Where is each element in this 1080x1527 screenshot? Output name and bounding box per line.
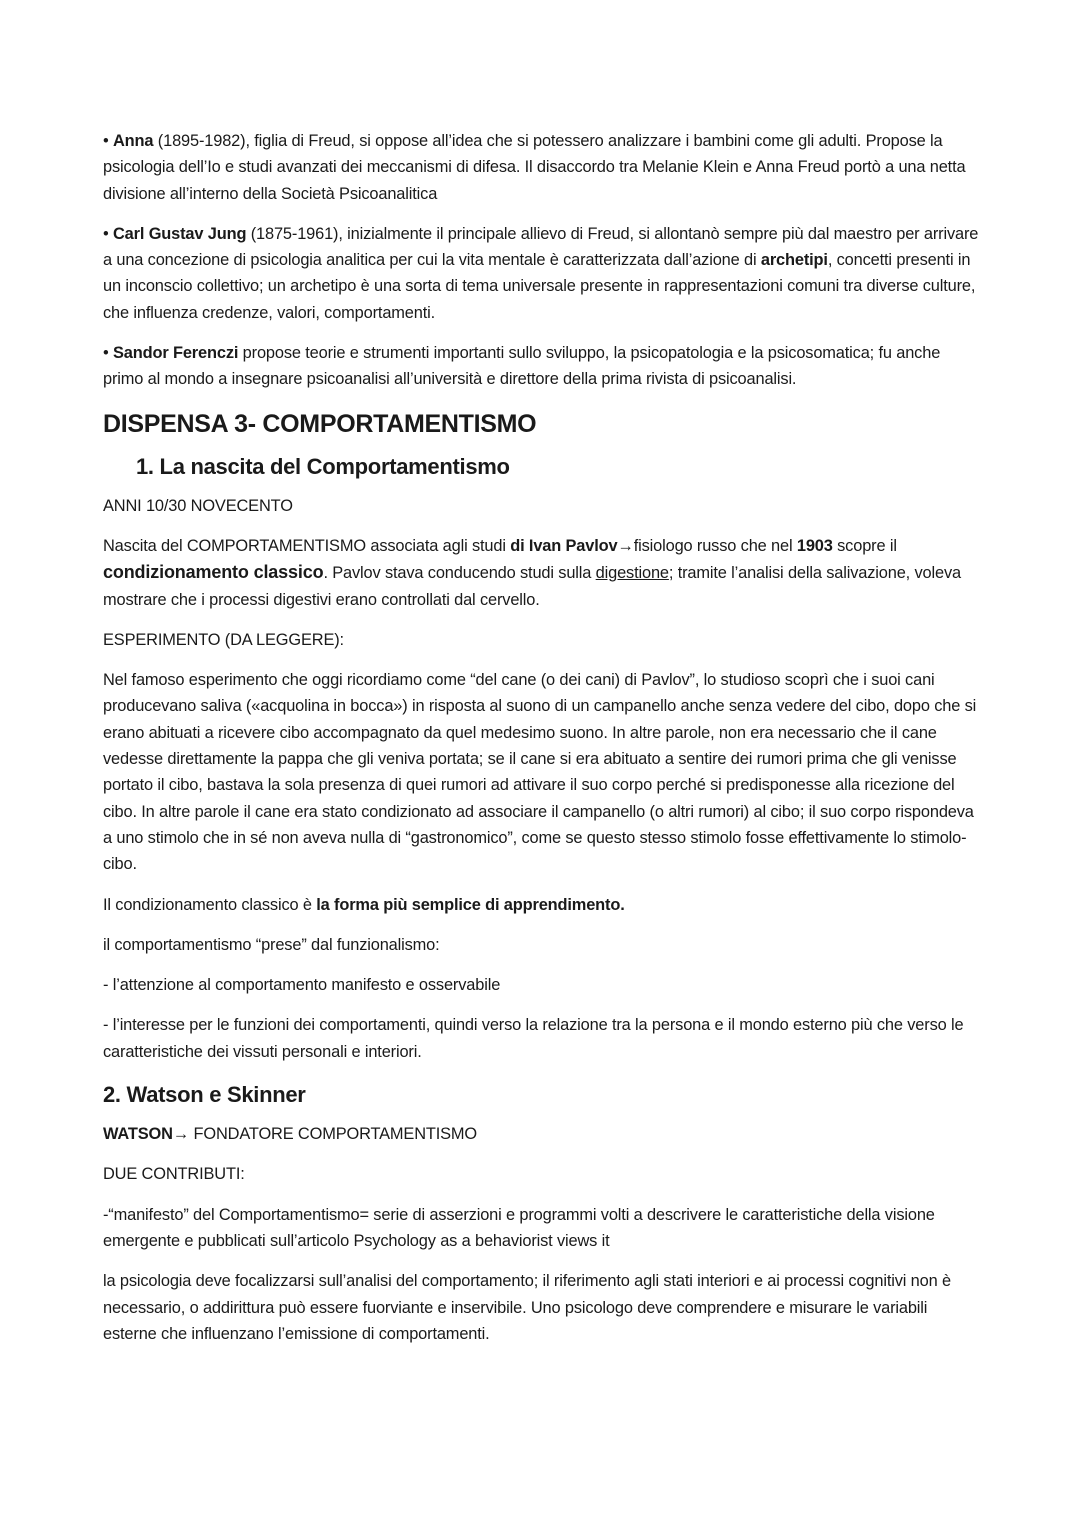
- period-label: ANNI 10/30 NOVECENTO: [103, 496, 293, 515]
- watson-line: [103, 1121, 983, 1147]
- text-run: fisiologo russo che nel: [633, 536, 797, 555]
- bullet-icon: •: [103, 344, 109, 363]
- manifesto-paragraph: -“manifesto” del Comportamentismo= serie di asserzioni e programmi volti a descrivere le caratteristiche della visione emergente e pubblicati sull’articolo Psychology as a behaviorist views it: [103, 1205, 935, 1250]
- bullet-ferenczi: [103, 340, 983, 393]
- text-run: scopre il: [832, 536, 897, 555]
- bold-run: condizionamento classico: [103, 562, 324, 583]
- bullet-name: Sandor Ferenczi: [113, 344, 239, 363]
- took-from-paragraph: il comportamentismo “prese” dal funzionalismo:: [103, 935, 440, 954]
- bullet-text: propose teorie e strumenti importanti sullo sviluppo, la psicopatologia e la psicosomatica; fu anche primo al mondo a insegnare psicoanalisi all’università e direttore della prima rivista di psicoanalisi.: [103, 344, 941, 389]
- bold-term: archetipi: [760, 251, 828, 270]
- section-1-heading: 1. La nascita del Comportamentismo: [136, 453, 510, 479]
- arrow-right-icon: →: [172, 1125, 190, 1144]
- dispensa-title: DISPENSA 3- COMPORTAMENTISMO: [103, 409, 537, 438]
- list-item: - l’interesse per le funzioni dei comportamenti, quindi verso la relazione tra la persona e il mondo esterno più che verso le caratteristiche dei vissuti personali e interiori.: [103, 1016, 964, 1061]
- bullet-text: (1895-1982), figlia di Freud, si oppose all’idea che si potessero analizzare i bambini come gli adulti. Propose la psicologia dell’Io e studi avanzati dei meccanismi di difesa. Il disaccordo tra Melanie Klein e Anna Freud portò a una netta divisione all’interno della Società Psicoanalitica: [103, 132, 966, 203]
- bold-run: la forma più semplice di apprendimento.: [316, 895, 625, 914]
- text-run: Nascita del COMPORTAMENTISMO associata agli studi: [103, 536, 511, 555]
- bold-run: di Ivan Pavlov: [510, 536, 618, 555]
- bullet-name: Carl Gustav Jung: [113, 224, 247, 243]
- bullet-name: Anna: [113, 132, 154, 150]
- bold-run: WATSON: [103, 1125, 173, 1144]
- document-page: [103, 128, 983, 1361]
- text-run: . Pavlov stava conducendo studi sulla: [323, 564, 596, 583]
- text-run: Il condizionamento classico è: [103, 895, 317, 914]
- section-2-heading: 2. Watson e Skinner: [103, 1082, 306, 1108]
- list-item: - l’attenzione al comportamento manifesto e osservabile: [103, 976, 501, 995]
- pavlov-paragraph: [103, 533, 983, 613]
- contributions-label: DUE CONTRIBUTI:: [103, 1165, 245, 1184]
- underlined-run: digestione: [595, 564, 669, 583]
- bold-run: 1903: [796, 536, 833, 555]
- bullet-text: (1875-1961), inizialmente il principale allievo di Freud, si allontanò sempre più dal maestro per arrivare a una concezione di psicologia analitica per cui la vita mentale è caratterizzata dall’azione di: [103, 224, 979, 270]
- bullet-anna: [103, 128, 983, 207]
- text-run: FONDATORE COMPORTAMENTISMO: [189, 1125, 478, 1144]
- bullet-icon: •: [103, 132, 109, 150]
- classic-conditioning-paragraph: [103, 892, 983, 918]
- arrow-right-icon: →: [617, 536, 634, 555]
- bullet-jung: [103, 221, 983, 326]
- experiment-paragraph: Nel famoso esperimento che oggi ricordiamo come “del cane (o dei cani) di Pavlov”, lo studioso scoprì che i suoi cani producevano saliva («acquolina in bocca») in risposta al suono di un campanello anche senza vedere del cibo, dopo che si erano abituati a ricevere cibo accompagnato da quel medesimo suono. In altre parole, non era necessario che il cane vedesse direttamente la pappa che gli veniva portata; se il cane si era abituato a sentire dei rumori prima che gli venisse portato il cibo, bastava la sola presenza di quei rumori ad attivare il suo corpo perché si predisponesse alla ricezione del cibo. In altre parole il cane era stato condizionato ad associare il campanello (o altri rumori) al cibo; il suo corpo rispondeva a uno stimolo che in sé non aveva nulla di “gastronomico”, come se questo stesso stimolo fosse effettivamente lo stimolo-cibo.: [103, 671, 977, 874]
- text-run: ; tramite l’analisi della salivazione, voleva mostrare che i processi digestivi erano controllati dal cervello.: [103, 564, 961, 609]
- bullet-text: , concetti presenti in un inconscio collettivo; un archetipo è una sorta di tema universale presente in rappresentazioni comuni tra diverse culture, che influenza credenze, valori, comportamenti.: [103, 251, 976, 322]
- psychology-paragraph: la psicologia deve focalizzarsi sull’analisi del comportamento; il riferimento agli stati interiori e ai processi cognitivi non è necessario, o addirittura può essere fuorviante e inservibile. Uno psicologo deve comprendere e misurare le variabili esterne che influenzano l’emissione di comportamenti.: [103, 1272, 951, 1343]
- experiment-label: ESPERIMENTO (DA LEGGERE):: [103, 630, 344, 649]
- bullet-icon: •: [103, 224, 109, 243]
